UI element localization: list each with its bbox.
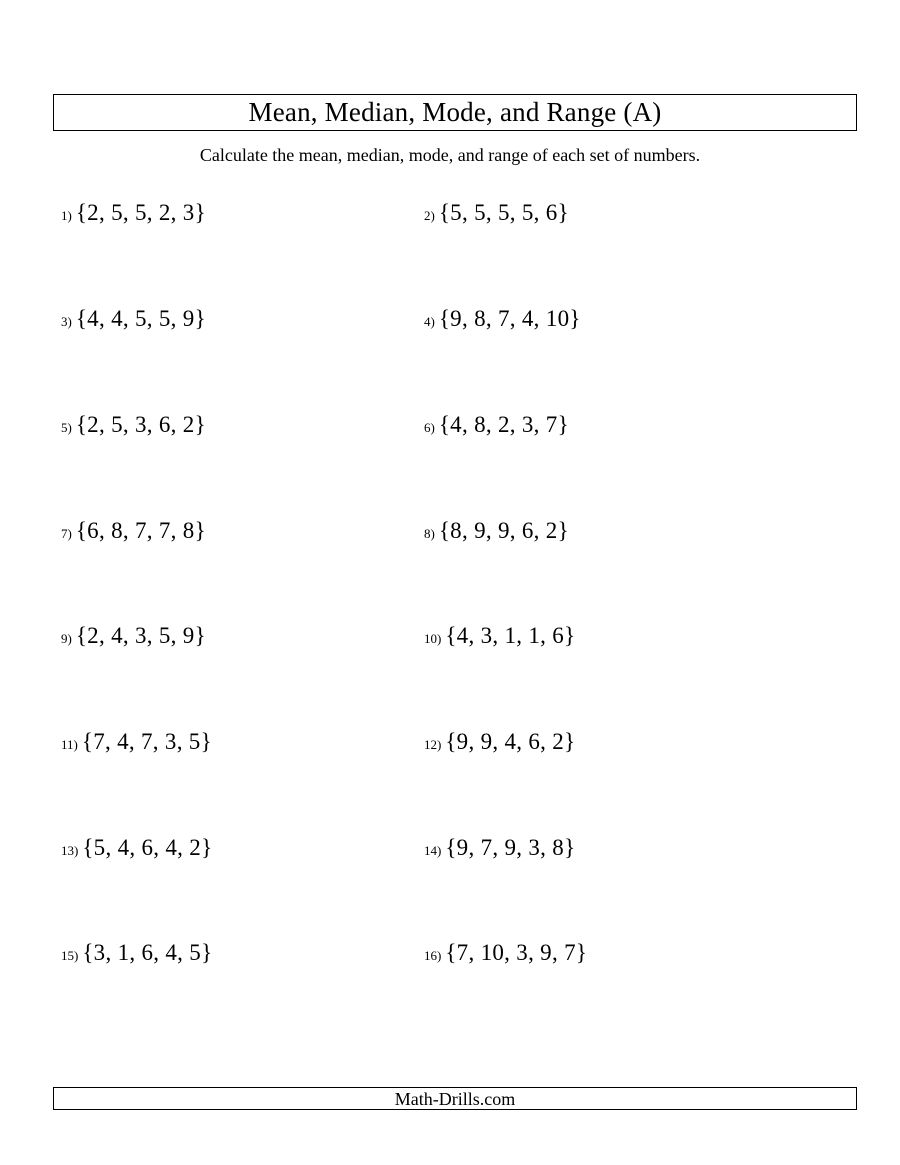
problem-number: 11) [61,737,78,752]
problem-2 [424,200,569,226]
problem-number: 12) [424,737,442,752]
problem-6 [424,412,569,438]
problem-number: 9) [61,631,72,646]
problem-13 [61,835,212,861]
problem-number: 7) [61,526,72,541]
problem-number: 3) [61,314,72,329]
number-set: {3, 1, 6, 4, 5} [82,940,213,965]
number-set: {2, 5, 5, 2, 3} [75,200,206,225]
number-set: {8, 9, 9, 6, 2} [438,518,569,543]
problem-number: 15) [61,948,79,963]
problem-number: 1) [61,208,72,223]
problem-16 [424,940,587,966]
problem-number: 4) [424,314,435,329]
footer-box [53,1087,857,1110]
problem-number: 10) [424,631,442,646]
number-set: {4, 8, 2, 3, 7} [438,412,569,437]
problem-10 [424,623,575,649]
number-set: {2, 4, 3, 5, 9} [75,623,206,648]
number-set: {4, 4, 5, 5, 9} [75,306,206,331]
problem-1 [61,200,206,226]
problem-7 [61,518,206,544]
problem-11 [61,729,212,755]
problem-number: 6) [424,420,435,435]
number-set: {9, 7, 9, 3, 8} [445,835,576,860]
problem-12 [424,729,575,755]
number-set: {7, 4, 7, 3, 5} [81,729,212,754]
problem-15 [61,940,212,966]
worksheet-title: Mean, Median, Mode, and Range (A) [248,97,662,127]
number-set: {9, 9, 4, 6, 2} [445,729,576,754]
number-set: {4, 3, 1, 1, 6} [445,623,576,648]
problem-14 [424,835,575,861]
problem-3 [61,306,206,332]
number-set: {5, 4, 6, 4, 2} [82,835,213,860]
number-set: {2, 5, 3, 6, 2} [75,412,206,437]
problem-5 [61,412,206,438]
number-set: {5, 5, 5, 5, 6} [438,200,569,225]
problem-number: 8) [424,526,435,541]
problem-9 [61,623,206,649]
problem-number: 14) [424,843,442,858]
number-set: {9, 8, 7, 4, 10} [438,306,581,331]
problem-8 [424,518,569,544]
problem-number: 13) [61,843,79,858]
title-box [53,94,857,131]
problem-4 [424,306,581,332]
problem-number: 2) [424,208,435,223]
footer-source: Math-Drills.com [394,1088,516,1109]
number-set: {7, 10, 3, 9, 7} [445,940,588,965]
instructions: Calculate the mean, median, mode, and range of each set of numbers. [199,145,701,165]
problem-number: 5) [61,420,72,435]
problem-number: 16) [424,948,442,963]
number-set: {6, 8, 7, 7, 8} [75,518,206,543]
